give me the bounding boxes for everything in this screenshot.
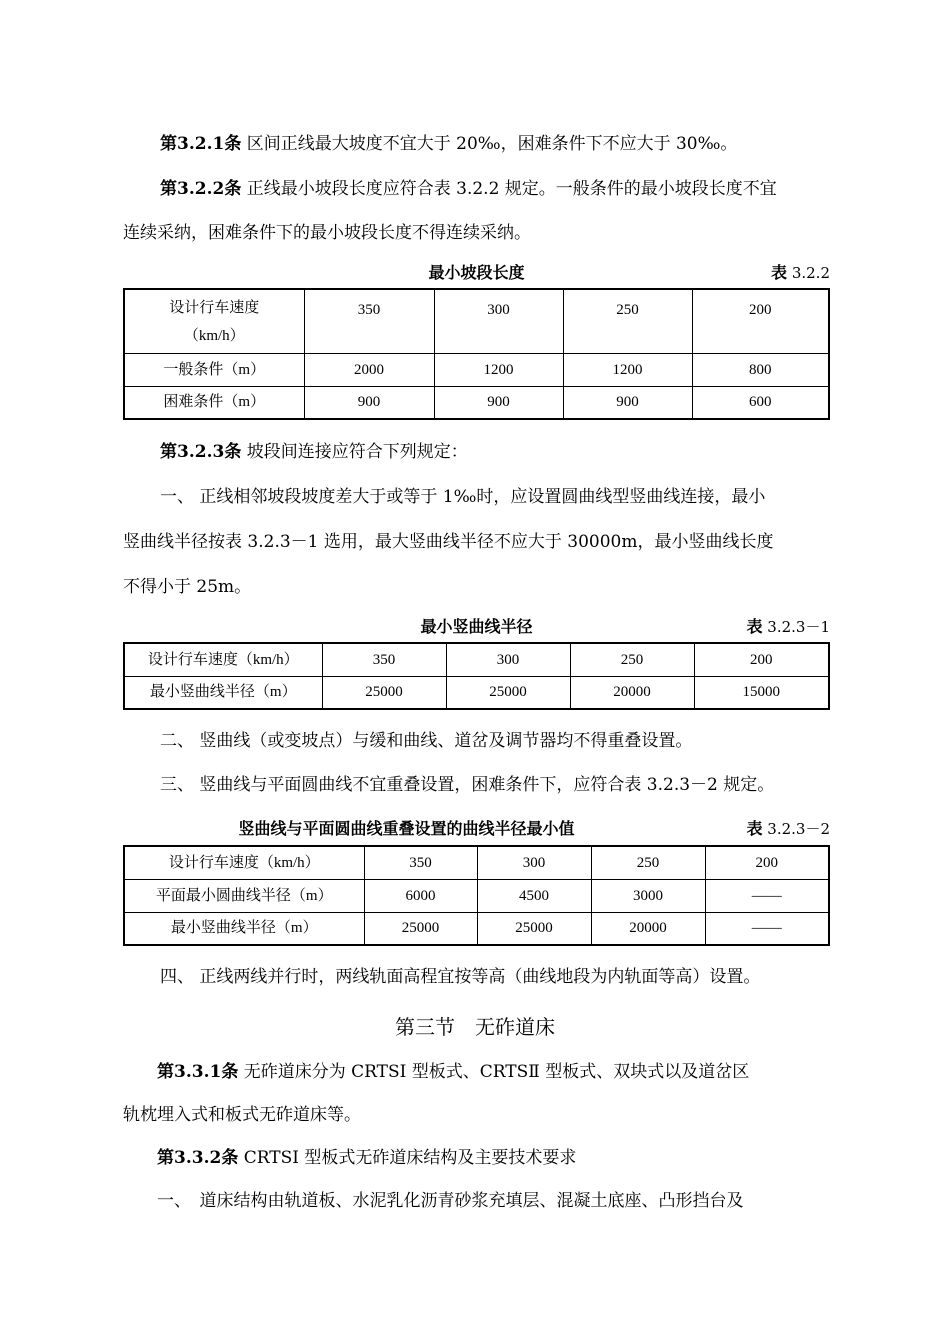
clause-number: 第3.3.1条 xyxy=(157,1062,239,1082)
table-cell: 900 xyxy=(434,386,563,419)
table-cell: 25000 xyxy=(446,676,570,709)
clause-3-3-1 xyxy=(157,1061,827,1083)
table-cell: 25000 xyxy=(477,912,591,945)
table-cell: 900 xyxy=(563,386,692,419)
list-item: 二、 竖曲线（或变坡点）与缓和曲线、道岔及调节器均不得重叠设置。 xyxy=(160,731,693,751)
table-header-cell: 350 xyxy=(304,289,434,353)
table-cell: 600 xyxy=(692,386,829,419)
table-row xyxy=(124,289,829,353)
table-header-cell: 250 xyxy=(570,643,694,676)
table-caption xyxy=(123,615,830,639)
section-heading: 第三节 无砟道床 xyxy=(395,1015,555,1039)
clause-text: 正线最小坡段长度应符合表 3.2.2 规定。一般条件的最小坡段长度不宜 xyxy=(246,179,777,199)
clause-text: CRTSⅠ 型板式无砟道床结构及主要技术要求 xyxy=(243,1148,577,1168)
table-cell: 800 xyxy=(692,353,829,386)
table-header-cell: 300 xyxy=(446,643,570,676)
clause-number: 第3.2.3条 xyxy=(160,442,242,462)
table-row xyxy=(124,846,829,879)
table-header-cell: 350 xyxy=(322,643,446,676)
table-row xyxy=(124,676,829,709)
table-header-cell: 250 xyxy=(591,846,705,879)
clause-number: 第3.3.2条 xyxy=(157,1148,239,1168)
table-header-cell: 200 xyxy=(692,289,829,353)
list-item-line: 竖曲线半径按表 3.2.3－1 选用，最大竖曲线半径不应大于 30000m，最小竖曲线长度 xyxy=(123,532,774,552)
table-row xyxy=(124,386,829,419)
table-row-label: 最小竖曲线半径（m） xyxy=(124,676,322,709)
table-cell: —— xyxy=(705,912,829,945)
table-caption xyxy=(123,261,830,285)
table-number: 表 3.2.3－2 xyxy=(746,819,830,838)
clause-text: 坡段间连接应符合下列规定： xyxy=(246,442,468,462)
table-header-cell: 设计行车速度（km/h） xyxy=(124,846,364,879)
table-cell: 20000 xyxy=(591,912,705,945)
clause-number: 第3.2.2条 xyxy=(160,179,242,199)
clause-text-line: 连续采纳，困难条件下的最小坡段长度不得连续采纳。 xyxy=(123,223,531,243)
table-cell: 25000 xyxy=(364,912,477,945)
table-number: 表 3.2.2 xyxy=(771,263,830,282)
table-min-slope-length xyxy=(123,288,830,420)
table-header-cell: 200 xyxy=(705,846,829,879)
table-row-label: 最小竖曲线半径（m） xyxy=(124,912,364,945)
table-row-label: 一般条件（m） xyxy=(124,353,304,386)
list-item-line: 不得小于 25m。 xyxy=(123,577,252,597)
table-row xyxy=(124,643,829,676)
table-cell: 15000 xyxy=(694,676,829,709)
table-overlap-curve-radius xyxy=(123,845,830,946)
table-header-cell: 300 xyxy=(477,846,591,879)
table-cell: —— xyxy=(705,879,829,912)
table-header-cell: 250 xyxy=(563,289,692,353)
table-number: 表 3.2.3－1 xyxy=(746,617,830,636)
clause-3-3-2 xyxy=(157,1147,827,1169)
table-row xyxy=(124,879,829,912)
table-title: 最小坡段长度 xyxy=(428,263,525,282)
clause-text-line: 轨枕埋入式和板式无砟道床等。 xyxy=(123,1105,361,1125)
table-header-cell: 300 xyxy=(434,289,563,353)
table-cell: 25000 xyxy=(322,676,446,709)
table-header-cell: 200 xyxy=(694,643,829,676)
table-header-cell: 350 xyxy=(364,846,477,879)
table-row xyxy=(124,353,829,386)
table-cell: 1200 xyxy=(434,353,563,386)
clause-text: 无砟道床分为 CRTSⅠ 型板式、CRTSⅡ 型板式、双块式以及道岔区 xyxy=(243,1062,750,1082)
table-title: 竖曲线与平面圆曲线重叠设置的曲线半径最小值 xyxy=(238,819,575,838)
clause-3-2-1 xyxy=(160,133,830,155)
table-cell: 4500 xyxy=(477,879,591,912)
list-item: 三、 竖曲线与平面圆曲线不宜重叠设置，困难条件下，应符合表 3.2.3－2 规定。 xyxy=(160,775,775,795)
list-item: 四、 正线两线并行时，两线轨面高程宜按等高（曲线地段为内轨面等高）设置。 xyxy=(160,967,761,987)
table-cell: 6000 xyxy=(364,879,477,912)
table-row-label: 困难条件（m） xyxy=(124,386,304,419)
clause-3-2-2 xyxy=(160,178,830,200)
table-cell: 900 xyxy=(304,386,434,419)
table-title: 最小竖曲线半径 xyxy=(420,617,533,636)
table-cell: 20000 xyxy=(570,676,694,709)
list-item: 一、 正线相邻坡段坡度差大于或等于 1‰时，应设置圆曲线型竖曲线连接，最小 xyxy=(160,487,766,507)
table-row xyxy=(124,912,829,945)
table-cell: 3000 xyxy=(591,879,705,912)
table-cell: 2000 xyxy=(304,353,434,386)
clause-text: 区间正线最大坡度不宜大于 20‰，困难条件下不应大于 30‰。 xyxy=(246,134,738,154)
table-cell: 1200 xyxy=(563,353,692,386)
table-min-vertical-curve-radius xyxy=(123,642,830,710)
table-caption xyxy=(123,817,830,841)
clause-3-2-3 xyxy=(160,441,830,463)
list-item: 一、 道床结构由轨道板、水泥乳化沥青砂浆充填层、混凝土底座、凸形挡台及 xyxy=(157,1191,744,1211)
table-header-cell: 设计行车速度 （km/h） xyxy=(124,289,304,353)
clause-number: 第3.2.1条 xyxy=(160,134,242,154)
table-header-cell: 设计行车速度（km/h） xyxy=(124,643,322,676)
table-row-label: 平面最小圆曲线半径（m） xyxy=(124,879,364,912)
